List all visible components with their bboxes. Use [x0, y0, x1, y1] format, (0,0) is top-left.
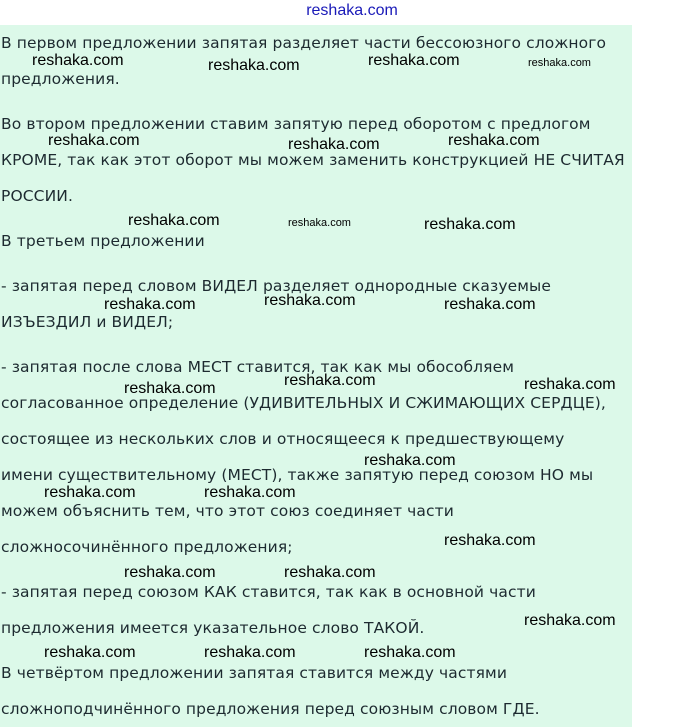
text-line: В третьем предложении	[1, 232, 205, 250]
watermark: reshaka.com	[104, 296, 196, 313]
text-line: - запятая после слова МЕСТ ставится, так как мы обособляем	[1, 358, 515, 376]
text-line: ИЗЪЕЗДИЛ и ВИДЕЛ;	[1, 313, 174, 331]
text-line: сложноподчинённого предложения перед союзным словом ГДЕ.	[1, 700, 540, 718]
text-line: согласованное определение (УДИВИТЕЛЬНЫХ И СЖИМАЮЩИХ СЕРДЦЕ),	[1, 394, 606, 412]
site-header	[0, 0, 680, 26]
watermark: reshaka.com	[128, 212, 220, 229]
text-line: - запятая перед словом ВИДЕЛ разделяет однородные сказуемые	[1, 277, 551, 295]
watermark: reshaka.com	[204, 644, 296, 661]
watermark: reshaka.com	[204, 484, 296, 501]
watermark: reshaka.com	[524, 376, 616, 393]
text-line: В четвёртом предложении запятая ставится между частями	[1, 664, 507, 682]
text-line: сложносочинённого предложения;	[1, 538, 293, 556]
site-link[interactable]: reshaka.com	[306, 2, 398, 19]
watermark: reshaka.com	[32, 52, 124, 69]
watermark: reshaka.com	[44, 484, 136, 501]
watermark: reshaka.com	[448, 132, 540, 149]
text-line: имени существительному (МЕСТ), также запятую перед союзом НО мы	[1, 466, 594, 484]
watermark: reshaka.com	[48, 132, 140, 149]
text-line: РОССИИ.	[1, 187, 74, 205]
watermark: reshaka.com	[124, 380, 216, 397]
watermark: reshaka.com	[284, 372, 376, 389]
text-line: можем объяснить тем, что этот союз соединяет части	[1, 502, 454, 520]
text-line: состоящее из нескольких слов и относящееся к предшествующему	[1, 430, 565, 448]
watermark: reshaka.com	[524, 612, 616, 629]
watermark: reshaka.com	[368, 52, 460, 69]
text-line: предложения имеется указательное слово ТАКОЙ.	[1, 619, 425, 637]
watermark: reshaka.com	[208, 57, 300, 74]
watermark: reshaka.com	[264, 292, 356, 309]
watermark: reshaka.com	[528, 57, 591, 69]
watermark: reshaka.com	[444, 296, 536, 313]
watermark: reshaka.com	[444, 532, 536, 549]
text-line: В первом предложении запятая разделяет части бессоюзного сложного	[1, 34, 607, 52]
text-line: Во втором предложении ставим запятую перед оборотом с предлогом	[1, 115, 591, 133]
watermark: reshaka.com	[288, 136, 380, 153]
watermark: reshaka.com	[44, 644, 136, 661]
watermark: reshaka.com	[284, 564, 376, 581]
text-line: предложения.	[1, 70, 120, 88]
text-line: - запятая перед союзом КАК ставится, так как в основной части	[1, 583, 536, 601]
watermark: reshaka.com	[364, 644, 456, 661]
text-line: КРОМЕ, так как этот оборот мы можем заменить конструкцией НЕ СЧИТАЯ	[1, 151, 625, 169]
watermark: reshaka.com	[424, 216, 516, 233]
watermark: reshaka.com	[364, 452, 456, 469]
watermark: reshaka.com	[288, 217, 351, 229]
watermark: reshaka.com	[124, 564, 216, 581]
